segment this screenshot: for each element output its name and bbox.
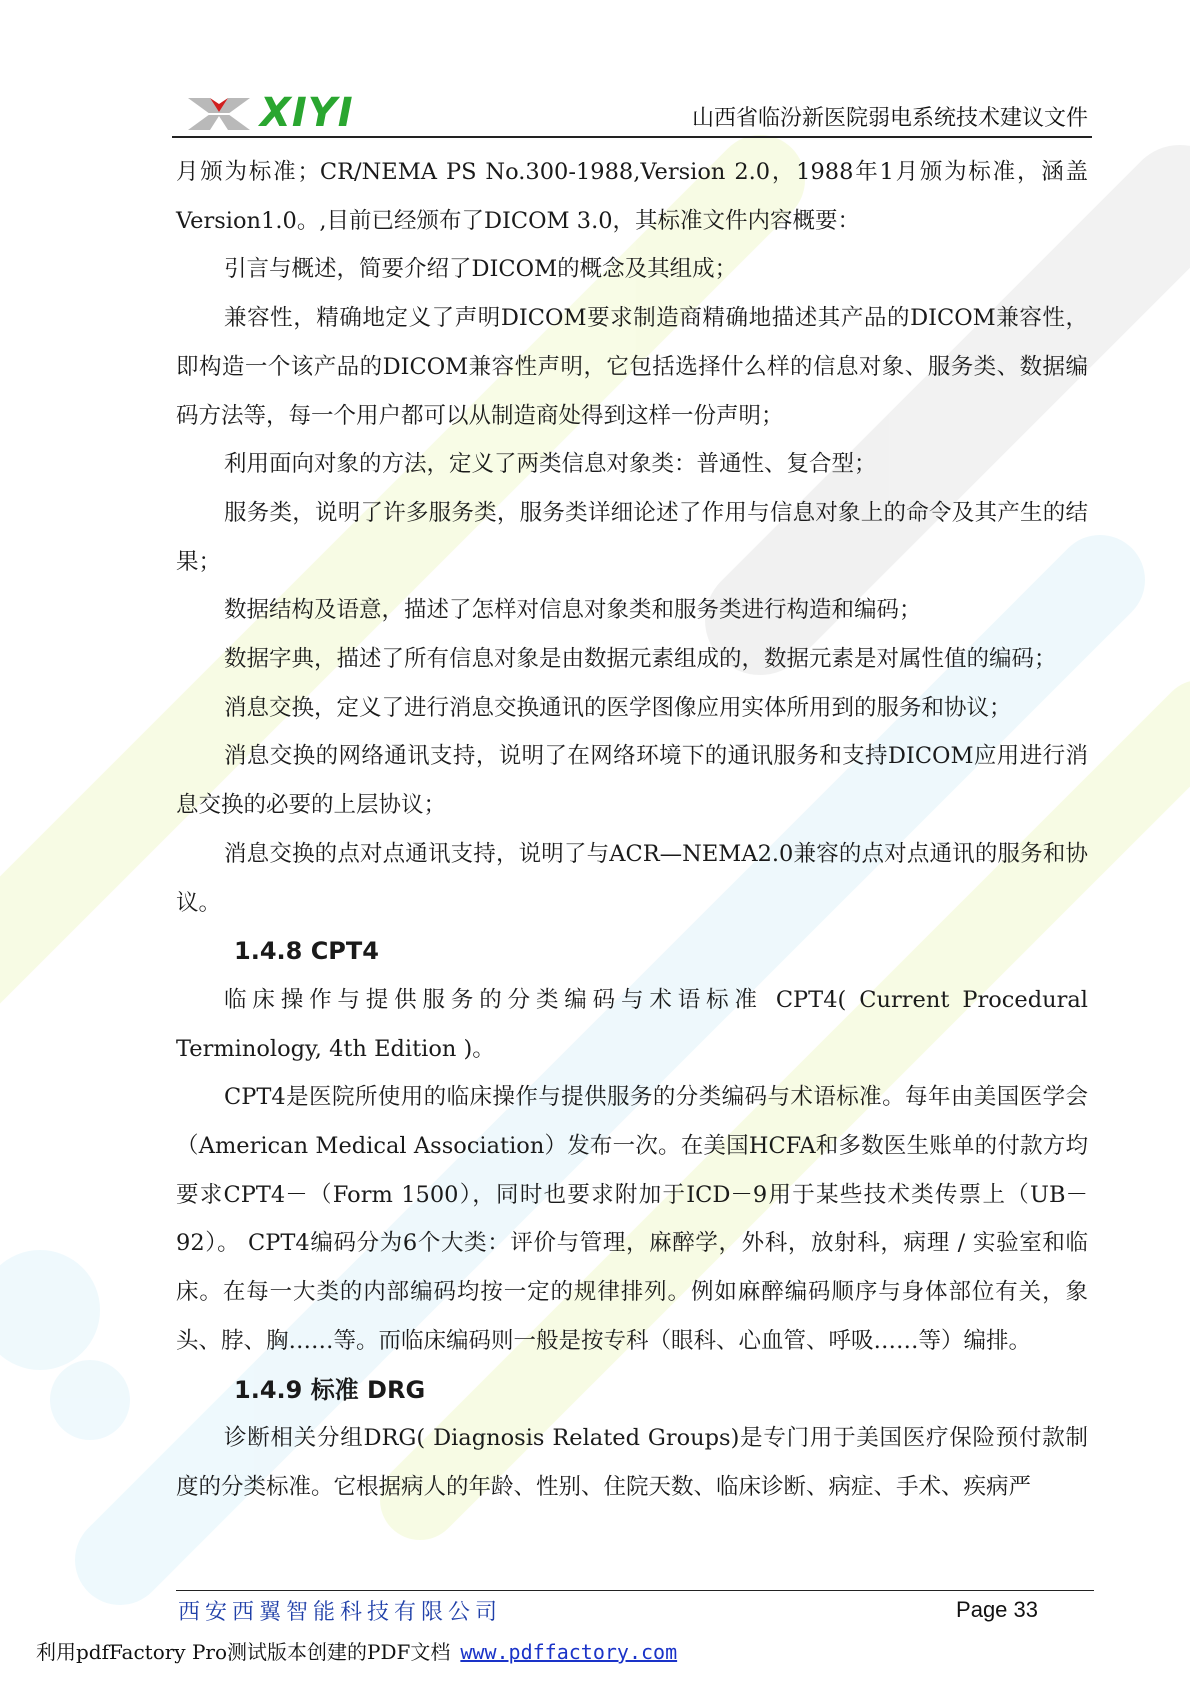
document-title: 山西省临汾新医院弱电系统技术建议文件 [691,106,1088,131]
body-paragraph: 引言与概述，简要介绍了DICOM的概念及其组成； [224,256,738,283]
document-body [176,148,1088,1512]
page-header [172,88,1092,138]
pdf-note-text: 利用pdfFactory Pro测试版本创建的PDF文档 [36,1640,451,1664]
body-paragraph: 数据字典，描述了所有信息对象是由数据元素组成的，数据元素是对属性值的编码； [224,646,1057,673]
body-paragraph: 数据结构及语意，描述了怎样对信息对象类和服务类进行构造和编码； [224,597,922,624]
company-logo [184,92,384,134]
body-paragraph: CPT4是医院所使用的临床操作与提供服务的分类编码与术语标准。每年由美国医学会（American Medical Association）发布一次。在美国HCFA和多数医生账单的付款方均要求CPT4－（Form 1500），同时也要求附加于ICD－9用于某些技术类传票上（UB－92）。 CPT4编码分为6个大类：评价与管理，麻醉学，外科，放射科，病理 / 实验室和临床。在每一大类的内部编码均按一定的规律排列。例如麻醉编码顺序与身体部位有关，象头、脖、胸……等。而临床编码则一般是按专科（眼科、心血管、呼吸……等）编排。 [176,1084,1088,1354]
body-paragraph: 临床操作与提供服务的分类编码与术语标准 CPT4( Current Procedural Terminology, 4th Edition )。 [176,986,1088,1062]
section-heading: 1.4.9 标准 DRG [234,1375,426,1404]
pdf-generator-note [36,1636,677,1665]
body-paragraph: 消息交换，定义了进行消息交换通讯的医学图像应用实体所用到的服务和协议； [224,694,1012,721]
page-number: Page 33 [956,1597,1038,1622]
body-paragraph: 消息交换的网络通讯支持，说明了在网络环境下的通讯服务和支持DICOM应用进行消息交换的必要的上层协议； [176,743,1088,819]
body-paragraph: 兼容性，精确地定义了声明DICOM要求制造商精确地描述其产品的DICOM兼容性，即构造一个该产品的DICOM兼容性声明，它包括选择什么样的信息对象、服务类、数据编码方法等，每一个用户都可以从制造商处得到这样一份声明； [176,305,1088,429]
body-paragraph: 服务类，说明了许多服务类，服务类详细论述了作用与信息对象上的命令及其产生的结果； [176,499,1088,575]
body-paragraph: 月颁为标准；CR/NEMA PS No.300-1988,Version 2.0，1988年1月颁为标准，涵盖Version1.0。,目前已经颁布了DICOM 3.0，其标准文件内容概要： [176,159,1088,234]
body-paragraph: 消息交换的点对点通讯支持，说明了与ACR—NEMA2.0兼容的点对点通讯的服务和协议。 [176,840,1088,916]
section-heading: 1.4.8 CPT4 [234,937,379,966]
body-paragraph: 诊断相关分组DRG( Diagnosis Related Groups)是专门用于美国医疗保险预付款制度的分类标准。它根据病人的年龄、性别、住院天数、临床诊断、病症、手术、疾病严 [176,1425,1088,1500]
body-paragraph: 利用面向对象的方法，定义了两类信息对象类：普通性、复合型； [224,451,877,478]
page-footer [176,1590,1094,1631]
logo-emblem-icon [184,92,254,134]
pdffactory-link[interactable]: www.pdffactory.com [460,1640,678,1664]
company-name: 西安西翼智能科技有限公司 [178,1600,503,1625]
logo-text: XIYI [260,90,354,136]
